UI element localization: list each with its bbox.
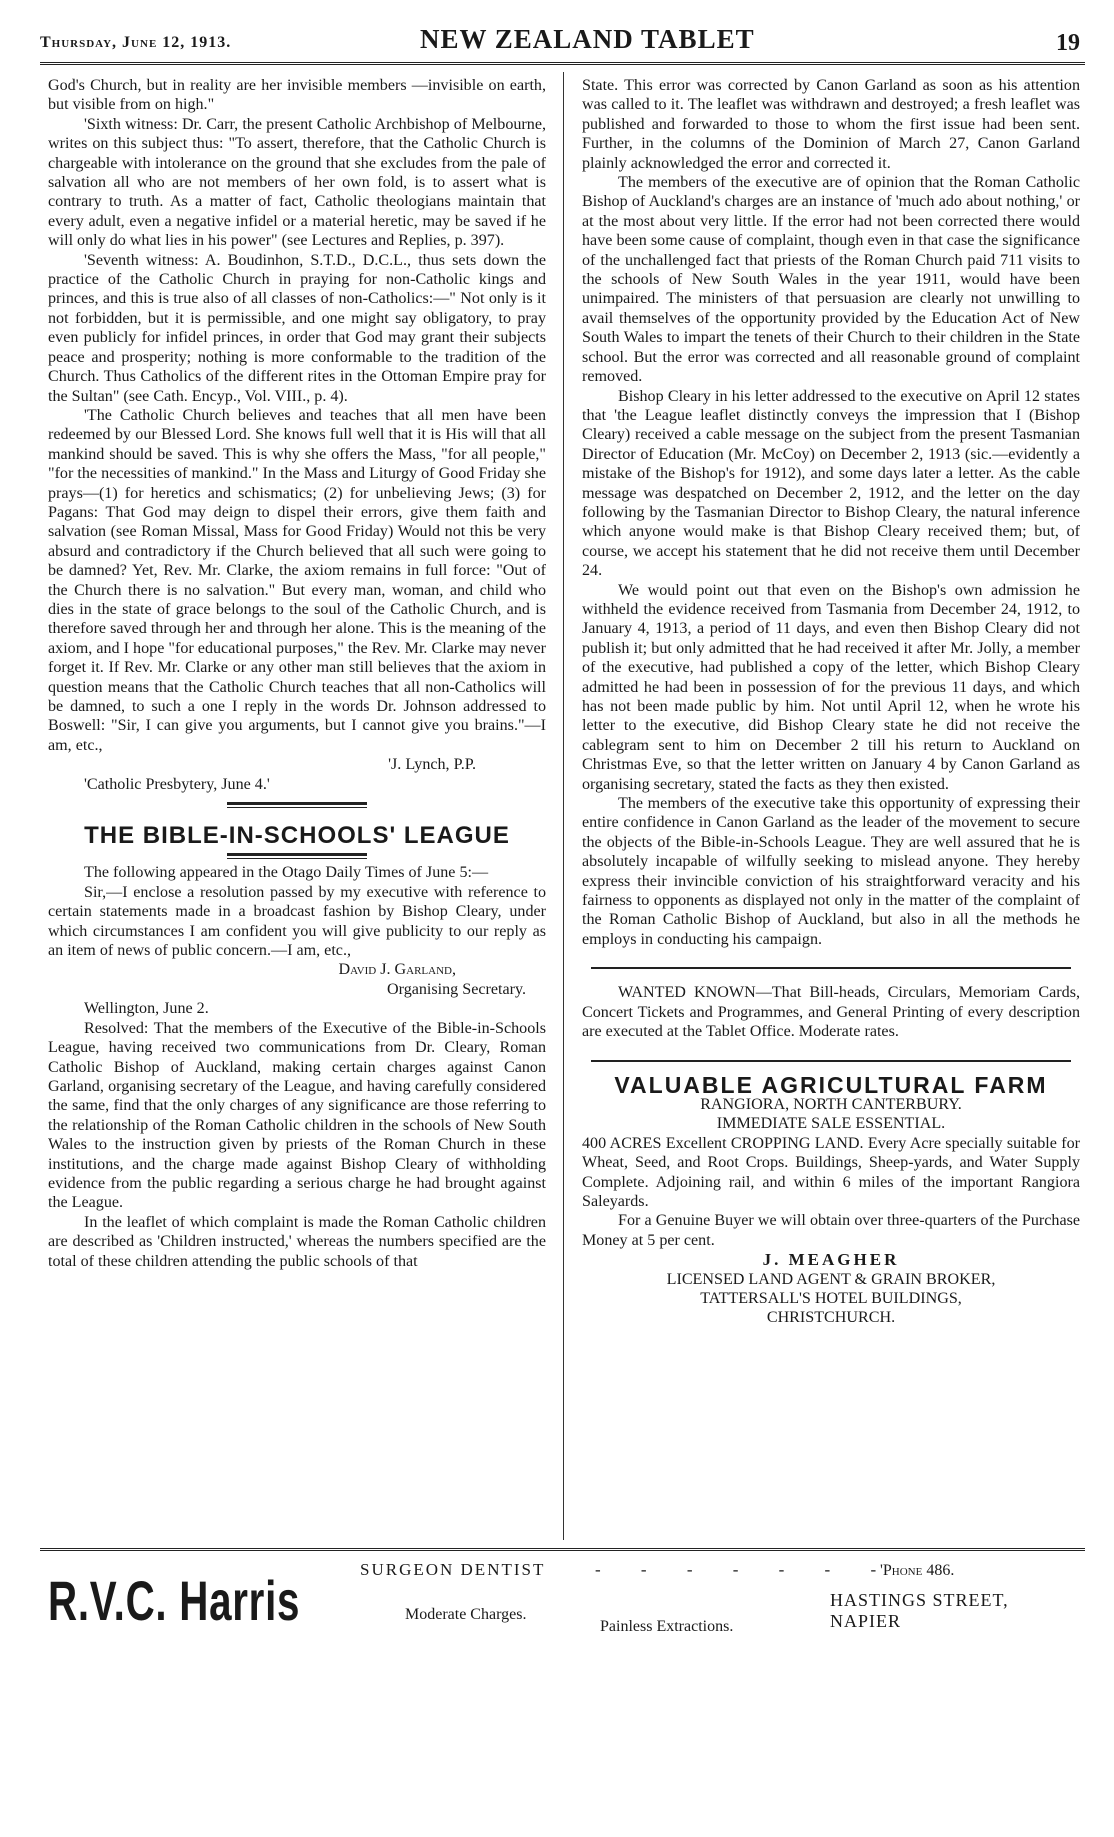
dentist-profession: SURGEON DENTIST	[360, 1560, 546, 1579]
header-rule	[40, 62, 1085, 65]
dentist-phone: 'Phone 486.	[880, 1562, 955, 1579]
dentist-name: R.V.C. Harris	[48, 1569, 301, 1632]
paragraph: 'Sixth witness: Dr. Carr, the present Catholic Archbishop of Melbourne, writes on this subject thus: "To assert, therefore, that the Catholic Church is chargeable with intolerance on the ground that she excludes from the pale of salvation all who are not members of her own fold, is to assert what is contrary to truth. As a matter of fact, Catholic theologians maintain that every adult, even a negative infidel or a material heretic, may be saved if he will only do what lies in his power" (see Lectures and Replies, p. 397).	[48, 115, 546, 250]
farm-location: RANGIORA, NORTH CANTERBURY.	[700, 1095, 962, 1113]
dentist-ad	[40, 1556, 1085, 1646]
agent-city: CHRISTCHURCH.	[766, 1309, 896, 1327]
paragraph: 'The Catholic Church believes and teaches that all men have been redeemed by our Blessed Lord. She knows full well that it is His will that all mankind should be saved. This is why she offers the Mass, "for all people," "for the necessities of mankind." In the Mass and Liturgy of Good Friday she prays—(1) for heretics and schismatics; (2) for unbelieving Jews; (3) for Pagans: That God may deign to dispel their errors, give them faith and salvation (see Roman Missal, Mass for Good Friday) Would not this be very absurd and contradictory if the Church believed that all such were going to be damned? Yet, Rev. Mr. Clarke, the axiom remains in full force: "Out of the Church there is no salvation." But every man, woman, and child who dies in the state of grace belongs to the soul of the Catholic Church, and is therefore saved through her and through her alone. This is the meaning of the axiom, and I hope "for educational purposes," the Rev. Mr. Clarke may never forget it. If Rev. Mr. Clarke or any other man still believes that the axiom in question means that the Catholic Church teaches that all non-Catholics will be damned, to such a one I reply in the words Dr. Johnson addressed to Boswell: "Sir, I can give you arguments, but I cannot give you brains."—I am, etc.,	[48, 406, 546, 754]
footer-rule	[40, 1548, 1085, 1551]
paragraph: We would point out that even on the Bishop's own admission he withheld the evidence received from Tasmania from December 24, 1912, to January 4, 1913, a period of 11 days, and even then Bishop Cleary did not publish it; but only admitted that he had received it after Mr. Jolly, a member of the executive, had published a copy of the letter, which Bishop Cleary admitted he had been in possession of for the previous 11 days, and which has not been made public by him. Not until April 12, when he wrote his letter to the executive, did Bishop Cleary state he did not receive the cablegram sent to him on December 2 till his return to Auckland on Christmas Eve, so that the letter written on January 4 by Canon Garland as organising secretary, stated the facts as they then existed.	[582, 581, 1080, 793]
dentist-painless: Painless Extractions.	[600, 1618, 734, 1635]
farm-description: 400 ACRES Excellent CROPPING LAND. Every Acre specially suitable for Wheat, Seed, and Root Crops. Buildings, Sheep-yards, and Water Supply Complete. Adjoining rail, and within 6 miles of the important Rangiora Saleyards.	[582, 1134, 1080, 1210]
column-divider	[563, 72, 564, 1540]
paragraph: The members of the executive are of opinion that the Roman Catholic Bishop of Auckland's charges are an instance of 'much ado about nothing,' or at the most about very little. If the error had not been corrected there would have been some cause of complaint, though even in that case the significance of the unchallenged fact that priests of the Roman Church paid 711 visits to the schools of New South Wales in the year 1911, would have been unimpaired. The ministers of that persuasion are clearly not unwilling to avail themselves of the opportunity provided by the Education Act of New South Wales to impart the tenets of their Church to their children in the State school. But the error was corrected and all reasonable ground of complaint removed.	[582, 174, 1080, 386]
letter-signature-title: Organising Secretary.	[387, 980, 526, 998]
ad-text: WANTED KNOWN—That Bill-heads, Circulars, Memoriam Cards, Concert Tickets and Programmes, and General Printing of every description are executed at the Tablet Office. Moderate rates.	[582, 984, 1080, 1041]
section-title: THE BIBLE-IN-SCHOOLS' LEAGUE	[84, 822, 510, 850]
paragraph: God's Church, but in reality are her invisible members —invisible on earth, but visible from on high."	[48, 77, 546, 114]
page-header	[40, 22, 1080, 62]
letter-signature: David J. Garland,	[338, 961, 456, 979]
place-date: Wellington, June 2.	[84, 1000, 209, 1018]
signoff: 'Catholic Presbytery, June 4.'	[84, 775, 270, 793]
paragraph: Resolved: That the members of the Executive of the Bible-in-Schools League, having received two communications from Dr. Cleary, Roman Catholic Bishop of Auckland, making certain charges against Canon Garland, organising secretary of the League, and having carefully considered the same, find that the only charges of any significance are those referring to the relationship of the Roman Catholic children in the schools of New South Wales to the instruction given by priests of the Roman Church in these institutions, and the charge made against Bishop Cleary of withholding evidence from the public regarding a serious charge he had brought against the League.	[48, 1019, 546, 1212]
section-rule	[591, 967, 1071, 969]
farm-ad-title: VALUABLE AGRICULTURAL FARM	[614, 1071, 1048, 1098]
paragraph: 'Seventh witness: A. Boudinhon, S.T.D., D.C.L., thus sets down the practice of the Catholic Church in praying for non-Catholic kings and princes, and this is true also of all classes of non-Catholics:—" Not only is it not forbidden, but it is permissible, and one might say obligatory, to pray even publicly for infidel princes, in order that God may grant their subjects peace and prosperity; nothing is more conformable to the tradition of the Church. Thus Catholics of the different rites in the Ottoman Empire pray for the Sultan" (see Cath. Encyp., Vol. VIII., p. 4).	[48, 251, 546, 405]
agent-name: J. MEAGHER	[762, 1250, 900, 1270]
agent-title: LICENSED LAND AGENT & GRAIN BROKER,	[666, 1270, 996, 1288]
page-number: 19	[1056, 30, 1080, 56]
issue-date: Thursday, June 12, 1913.	[40, 34, 232, 51]
leader-dots: - - - - - - -	[595, 1560, 895, 1579]
left-column	[48, 76, 546, 1271]
section-rule	[591, 1060, 1071, 1062]
paragraph: In the leaflet of which complaint is made the Roman Catholic children are described as 'Children instructed,' whereas the numbers specified are the total of these children attending the public schools of that	[48, 1213, 546, 1270]
dentist-address: HASTINGS STREET, NAPIER	[830, 1590, 1009, 1631]
farm-sale-note: IMMEDIATE SALE ESSENTIAL.	[716, 1115, 946, 1133]
paragraph: The following appeared in the Otago Daily Times of June 5:—	[84, 864, 489, 882]
agent-address: TATTERSALL'S HOTEL BUILDINGS,	[700, 1289, 962, 1307]
ornament-rule	[227, 802, 367, 808]
masthead: NEW ZEALAND TABLET	[420, 24, 755, 54]
paragraph: Bishop Cleary in his letter addressed to the executive on April 12 states that 'the League leaflet distinctly conveys the impression that I (Bishop Cleary) received a cable message on the subject from the present Tasmanian Director of Education (Mr. McCoy) on December 2, 1913 (sic.—evidently a mistake of the Bishop's for 1912), and some days later a letter. As the cable message was despatched on December 2, 1912, and the letter on the day following by the Tasmanian Director to Bishop Cleary, the natural inference which anyone would make is that Bishop Cleary received them; but, of course, we accept his statement that he did not receive them until December 24.	[582, 387, 1080, 580]
paragraph: Sir,—I enclose a resolution passed by my executive with reference to certain statements made in a broadcast fashion by Bishop Cleary, under which circumstances I am confident you will give publicity to our reply as an item of news of public concern.—I am, etc.,	[48, 883, 546, 960]
farm-buyer-note: For a Genuine Buyer we will obtain over three-quarters of the Purchase Money at 5 per cent.	[582, 1212, 1080, 1249]
right-column	[582, 76, 1080, 1328]
paragraph: State. This error was corrected by Canon Garland as soon as his attention was called to it. The leaflet was withdrawn and destroyed; a fresh leaflet was published and forwarded to those to whom the first issue had been sent. Further, in the columns of the Dominion of March 27, Canon Garland plainly acknowledged the error and corrected it.	[582, 77, 1080, 172]
signature: 'J. Lynch, P.P.	[388, 756, 476, 774]
ornament-rule	[227, 853, 367, 859]
wanted-known-ad	[582, 983, 1080, 1041]
paragraph: The members of the executive take this opportunity of expressing their entire confidence in Canon Garland as the leader of the movement to secure the objects of the Bible-in-Schools League. They are well assured that he is absolutely incapable of wilfully seeking to mislead anyone. They hereby express their invincible conviction of his straightforward veracity and his fairness to opponents as displayed not only in the matter of the complaint of the Roman Catholic Bishop of Auckland, but also in all the methods he employs in conducting his campaign.	[582, 795, 1080, 948]
dentist-charges: Moderate Charges.	[405, 1606, 527, 1623]
